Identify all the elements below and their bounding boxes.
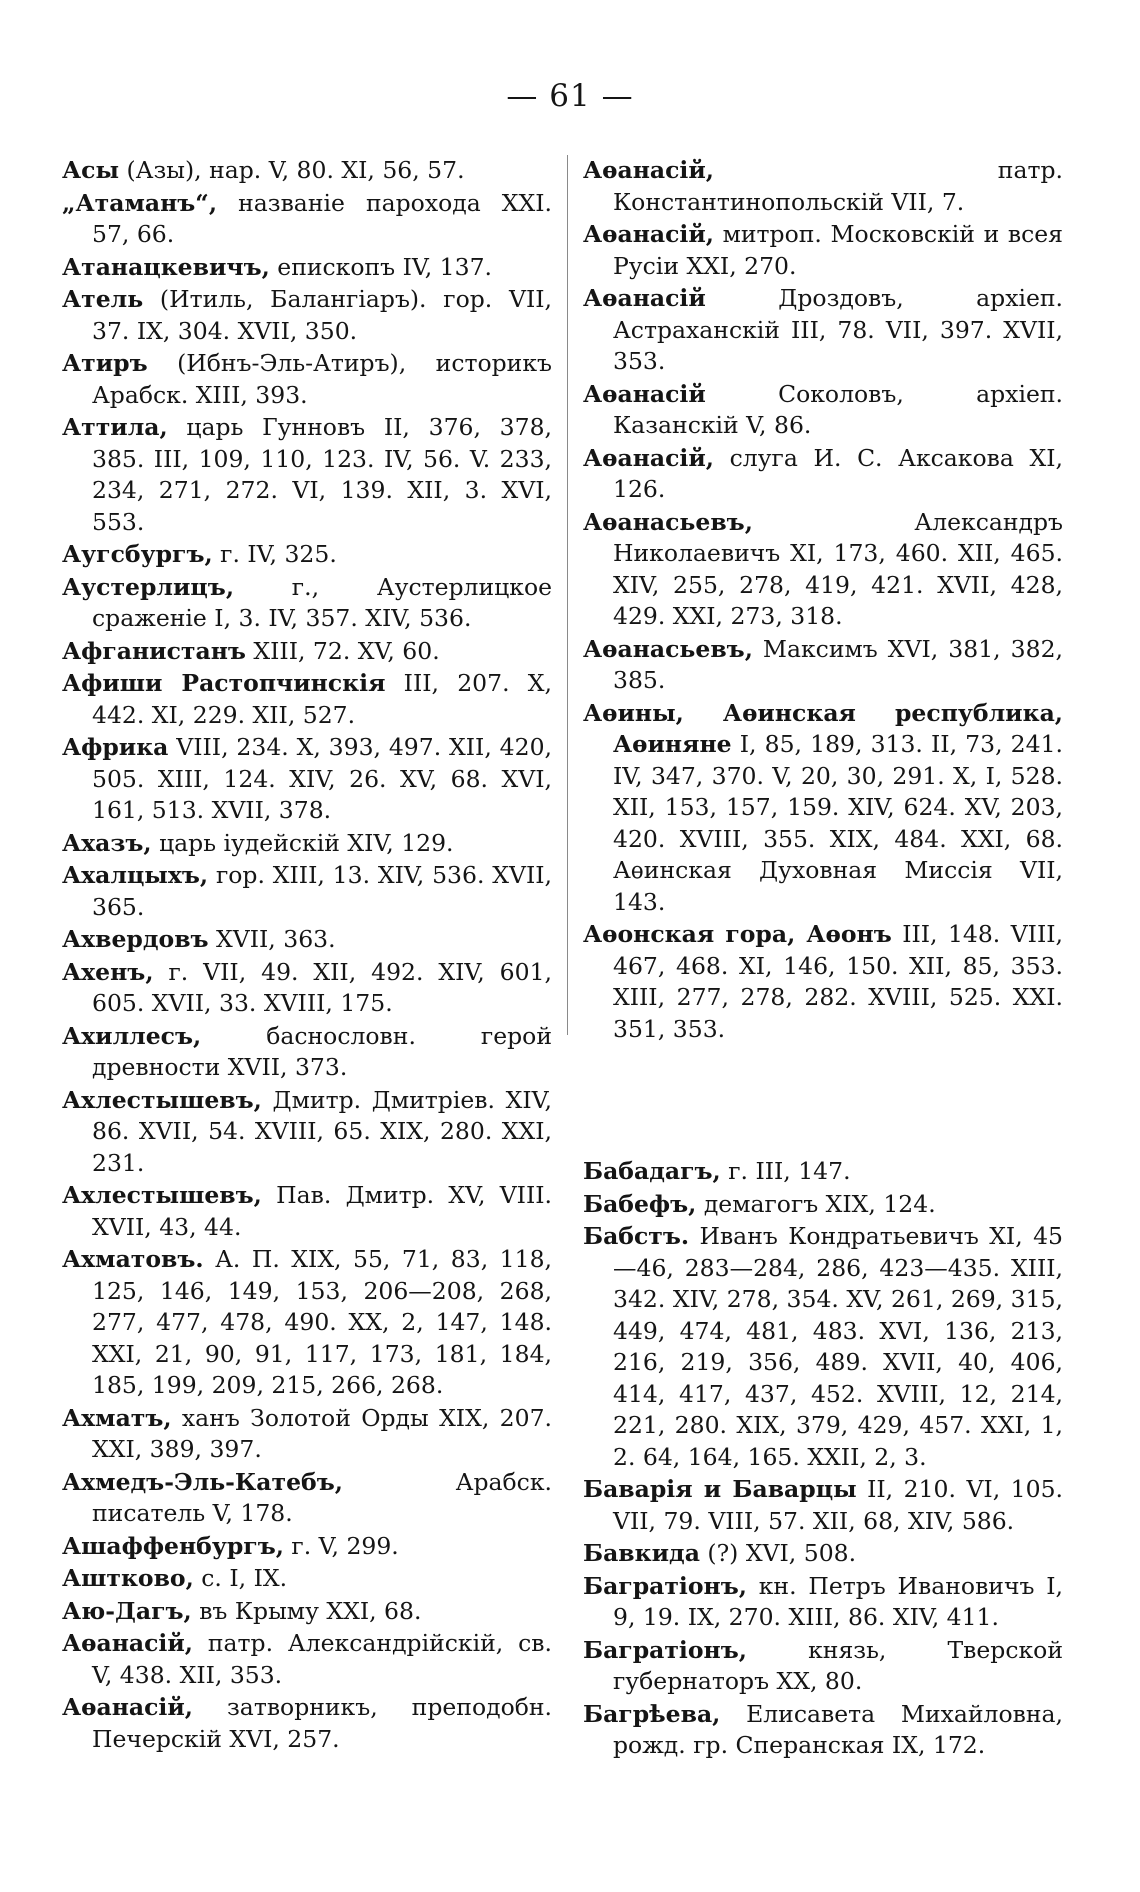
index-entry <box>62 732 552 827</box>
entry-references: демагогъ XIX, 124. <box>696 1189 936 1218</box>
entry-headword: Атиръ <box>62 349 148 377</box>
entry-references: названіе парохода XXI. 57, 66. <box>92 188 552 248</box>
entry-headword: Аѳанасій <box>583 284 706 312</box>
entry-references: А. П. XIX, 55, 71, 83, 118, 125, 146, 149, 153, 206—208, 268, 277, 477, 478, 490. XX, 2, 147, 148. XXI, 21, 90, 91, 117, 173, 181, 184, 185, 199, 209, 215, 266, 268. <box>92 1245 552 1399</box>
section-gap <box>583 1046 1063 1156</box>
entry-references: (?) XVI, 508. <box>699 1539 857 1567</box>
index-entry <box>62 1467 552 1530</box>
entry-references: гор. XIII, 13. XIV, 536. XVII, 365. <box>92 861 552 921</box>
entry-headword: Африка <box>62 733 169 761</box>
entry-headword: Ахлестышевъ, <box>62 1085 262 1114</box>
entry-headword: Багратіонъ, <box>583 1571 747 1600</box>
index-entry <box>583 443 1063 506</box>
entry-headword: Ахазъ, <box>62 828 152 857</box>
entry-headword: Багрѣева, <box>583 1699 721 1728</box>
entry-references: царь іудейскій XIV, 129. <box>151 828 454 857</box>
index-entry <box>62 636 552 668</box>
index-entry <box>583 507 1063 633</box>
index-entry <box>62 957 552 1020</box>
entry-references: въ Крыму XXI, 68. <box>191 1596 422 1625</box>
entry-headword: Аѳанасій <box>583 379 706 408</box>
entry-headword: Баварія и Баварцы <box>583 1475 857 1503</box>
entry-references: III, 207. X, 442. XI, 229. XII, 527. <box>92 669 552 729</box>
entry-references: слуга И. С. Аксакова XI, 126. <box>613 443 1063 503</box>
entry-headword: Ахлестышевъ, <box>62 1181 262 1209</box>
index-entry <box>62 924 552 956</box>
entry-headword: Аугсбургъ, <box>62 540 213 568</box>
entry-headword: Ахенъ, <box>62 957 154 986</box>
index-entry <box>62 572 552 635</box>
entry-headword: Асы <box>62 156 120 184</box>
entry-references: I, 85, 189, 313. II, 73, 241. IV, 347, 370. V, 20, 30, 291. X, I, 528. XII, 153, 157, 159. XIV, 624. XV, 203, 420. XVIII, 355. XIX, 484. XXI, 68. Аѳинская Духовная Миссія VII, 143. <box>613 730 1063 916</box>
entry-references: г. VII, 49. XII, 492. XIV, 601, 605. XVII, 33. XVIII, 175. <box>92 957 552 1017</box>
entry-references: г. IV, 325. <box>212 540 337 568</box>
entry-references: патр. Константинопольскій VII, 7. <box>613 156 1063 216</box>
entry-headword: Аттила, <box>62 413 168 441</box>
entry-references: с. I, IX. <box>193 1564 288 1592</box>
entry-references: Арабск. писатель V, 178. <box>92 1467 552 1527</box>
entry-headword: Бабефъ, <box>583 1189 697 1218</box>
index-entry <box>62 284 552 347</box>
index-entry <box>62 155 552 187</box>
right-column-b-entries <box>583 1156 1063 1762</box>
index-entry <box>62 539 552 571</box>
index-entry <box>62 860 552 923</box>
entry-headword: Аѳанасій, <box>583 220 714 248</box>
entry-references: Пав. Дмитр. XV, VIII. XVII, 43, 44. <box>92 1181 552 1241</box>
entry-headword: Ахалцыхъ, <box>62 861 209 889</box>
entry-headword: Аѳонская гора, Аѳонъ <box>583 920 892 948</box>
index-entry <box>583 1156 1063 1188</box>
right-column <box>583 155 1063 1763</box>
entry-references: баснословн. герой древности XVII, 373. <box>92 1021 552 1081</box>
entry-headword: Аѳанасій, <box>62 1629 193 1657</box>
entry-headword: Аѳанасій, <box>583 443 714 472</box>
entry-headword: Бавкида <box>583 1539 700 1567</box>
column-divider <box>567 155 568 1035</box>
index-entry <box>583 1635 1063 1698</box>
entry-references: митроп. Московскій и всея Русіи XXI, 270. <box>613 220 1063 280</box>
entry-headword: Багратіонъ, <box>583 1635 747 1664</box>
entry-headword: Бабадагъ, <box>583 1157 721 1185</box>
entry-references: г., Аустерлицкое сраженіе I, 3. IV, 357. XIV, 536. <box>92 572 552 632</box>
entry-headword: Афганистанъ <box>62 636 246 665</box>
entry-headword: Аштково, <box>62 1564 194 1592</box>
index-entry <box>62 1531 552 1563</box>
entry-headword: Ахматовъ. <box>62 1245 204 1273</box>
entry-references: кн. Петръ Ивановичъ I, 9, 19. IX, 270. XIII, 86. XIV, 411. <box>613 1571 1063 1631</box>
index-entry <box>583 1221 1063 1473</box>
entry-references: XIII, 72. XV, 60. <box>245 636 440 665</box>
index-entry <box>583 283 1063 378</box>
entry-references: VIII, 234. X, 393, 497. XII, 420, 505. XIII, 124. XIV, 26. XV, 68. XVI, 161, 513. XVII, 378. <box>92 733 552 824</box>
index-entry <box>62 1596 552 1628</box>
index-entry <box>62 1403 552 1466</box>
index-entry <box>62 188 552 251</box>
entry-headword: Ахматъ, <box>62 1403 172 1432</box>
entry-references: (Азы), нар. V, 80. XI, 56, 57. <box>119 156 465 184</box>
entry-references: князь, Тверской губернаторъ XX, 80. <box>613 1635 1063 1695</box>
index-entry <box>583 1571 1063 1634</box>
index-entry <box>583 1474 1063 1537</box>
index-entry <box>62 252 552 284</box>
index-entry <box>583 634 1063 697</box>
index-entry <box>62 412 552 538</box>
entry-headword: Атанацкевичъ, <box>62 252 270 281</box>
index-entry <box>583 155 1063 218</box>
entry-references: III, 148. VIII, 467, 468. XI, 146, 150. XII, 85, 353. XIII, 277, 278, 282. XVIII, 525. XXI. 351, 353. <box>613 920 1063 1043</box>
entry-headword: Ахиллесъ, <box>62 1021 202 1050</box>
index-entry <box>62 1563 552 1595</box>
entry-references: епископъ IV, 137. <box>269 252 493 281</box>
entry-references: Дроздовъ, архіеп. Астраханскій III, 78. VII, 397. XVII, 353. <box>613 284 1063 375</box>
entry-references: Иванъ Кондратьевичъ XI, 45—46, 283—284, 286, 423—435. XIII, 342. XIV, 278, 354. XV, 261, 269, 315, 449, 474, 481, 483. XVI, 136, 213, 216, 219, 356, 489. XVII, 40, 406, 414, 417, 437, 452. XVIII, 12, 214, 221, 280. XIX, 379, 429, 457. XXI, 1, 2. 64, 164, 165. XXII, 2, 3. <box>613 1222 1063 1471</box>
entry-headword: Ахвердовъ <box>62 925 209 953</box>
entry-references: (Итиль, Балангіаръ). гор. VII, 37. IX, 304. XVII, 350. <box>92 285 552 345</box>
entry-references: XVII, 363. <box>208 925 336 953</box>
entry-headword: Аю-Дагъ, <box>62 1596 192 1625</box>
index-entry <box>583 1699 1063 1762</box>
entry-references: II, 210. VI, 105. VII, 79. VIII, 57. XII, 68, XIV, 586. <box>613 1475 1063 1535</box>
entry-references: г. III, 147. <box>720 1157 851 1185</box>
entry-references: патр. Александрійскій, св. V, 438. XII, 353. <box>92 1629 552 1689</box>
index-entry <box>62 348 552 411</box>
entry-references: Дмитр. Дмитріев. XIV, 86. XVII, 54. XVIII, 65. XIX, 280. XXI, 231. <box>92 1085 552 1177</box>
index-entry <box>62 1628 552 1691</box>
entry-headword: Афиши Растопчинскія <box>62 669 386 697</box>
entry-headword: Аѳанасьевъ, <box>583 507 753 536</box>
entry-references: ханъ Золотой Орды XIX, 207. XXI, 389, 397. <box>92 1403 552 1463</box>
entry-references: царь Гунновъ II, 376, 378, 385. III, 109, 110, 123. IV, 56. V. 233, 234, 271, 272. VI, 139. XII, 3. XVI, 553. <box>92 413 552 536</box>
right-column-a-entries <box>583 155 1063 1045</box>
entry-headword: Аѳанасій, <box>62 1693 193 1721</box>
entry-headword: Ашаффенбургъ, <box>62 1531 284 1560</box>
page-number: — 61 — <box>506 78 634 114</box>
entry-references: г. V, 299. <box>283 1531 399 1560</box>
index-entry <box>583 379 1063 442</box>
index-entry <box>583 698 1063 919</box>
index-entry <box>583 1538 1063 1570</box>
index-entry <box>62 668 552 731</box>
entry-references: Соколовъ, архіеп. Казанскій V, 86. <box>613 379 1063 439</box>
entry-headword: Ахмедъ-Эль-Катебъ, <box>62 1467 343 1496</box>
entry-headword: Бабстъ. <box>583 1222 690 1250</box>
entry-references: Елисавета Михайловна, рожд. гр. Сперанская IX, 172. <box>613 1699 1063 1759</box>
entry-references: затворникъ, преподобн. Печерскій XVI, 257. <box>92 1693 552 1753</box>
index-entry <box>62 828 552 860</box>
entry-references: Александръ Николаевичъ XI, 173, 460. XII, 465. XIV, 255, 278, 419, 421. XVII, 428, 429. XXI, 273, 318. <box>613 507 1063 630</box>
entry-headword: Аѳанасій, <box>583 156 714 184</box>
index-entry <box>62 1085 552 1180</box>
index-entry <box>62 1180 552 1243</box>
index-entry <box>583 919 1063 1045</box>
entry-headword: Аѳины, Аѳинская республика, Аѳиняне <box>583 698 1063 758</box>
left-column <box>62 155 552 1756</box>
entry-headword: „Атаманъ“, <box>62 188 218 217</box>
entry-references: Максимъ XVI, 381, 382, 385. <box>613 634 1063 694</box>
index-entry <box>62 1692 552 1755</box>
entry-headword: Аѳанасьевъ, <box>583 634 753 663</box>
entry-headword: Аустерлицъ, <box>62 572 235 601</box>
index-entry <box>62 1244 552 1402</box>
index-entry <box>62 1021 552 1084</box>
entry-headword: Атель <box>62 285 144 313</box>
index-entry <box>583 1189 1063 1221</box>
entry-references: (Ибнъ-Эль-Атиръ), историкъ Арабск. XIII, 393. <box>92 349 552 409</box>
index-entry <box>583 219 1063 282</box>
